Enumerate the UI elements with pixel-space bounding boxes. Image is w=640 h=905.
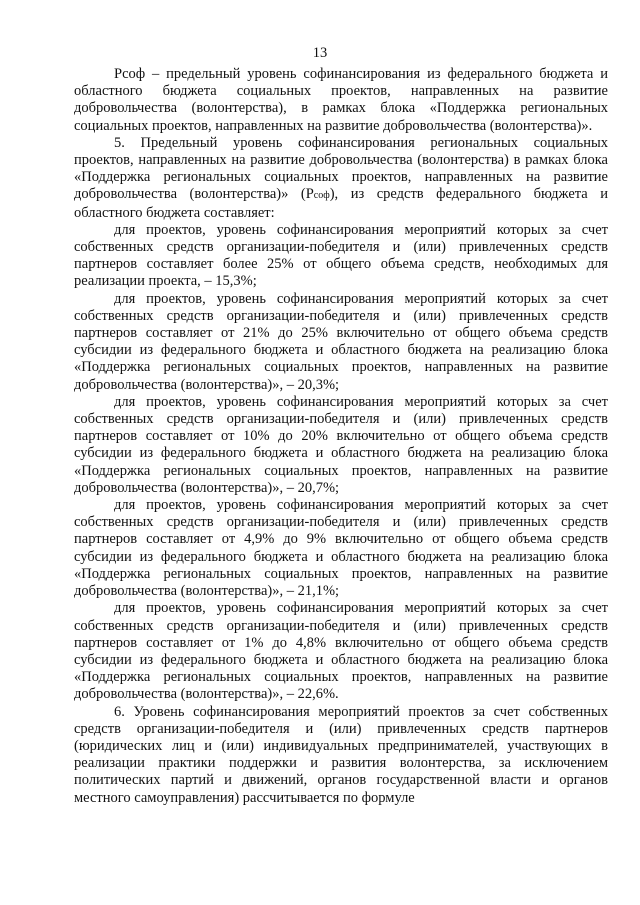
rsof-subscript: соф	[313, 190, 330, 202]
rsof-definition-text: – предельный уровень софинансирования из федерального бюджета и областного бюджета социальных проектов, направленных на развитие добровольчества (волонтерства), в рамках блока «Поддержка региональных социальных проектов, направленных на развитие добровольчества (волонтерства)».	[74, 66, 608, 134]
rsof-symbol: Рсоф	[114, 66, 146, 82]
paragraph-rate-20-7: для проектов, уровень софинансирования мероприятий которых за счет собственных средств организации-победителя и (или) привлеченных средств партнеров составляет от 10% до 20% включительно от общего объема средств субсидии из федерального бюджета и областного бюджета на реализацию блока «Поддержка региональных социальных проектов, направленных на развитие добровольчества (волонтерства)», – 20,7%;	[74, 393, 608, 496]
paragraph-rate-15-3: для проектов, уровень софинансирования мероприятий которых за счет собственных средств организации-победителя и (или) привлеченных средств партнеров составляет более 25% от общего объема средств, необходимых для реализации проекта, – 15,3%;	[74, 221, 608, 290]
paragraph-rate-20-3: для проектов, уровень софинансирования мероприятий которых за счет собственных средств организации-победителя и (или) привлеченных средств партнеров составляет от 21% до 25% включительно от общего объема средств субсидии из федерального бюджета и областного бюджета на реализацию блока «Поддержка региональных социальных проектов, направленных на развитие добровольчества (волонтерства)», – 20,3%;	[74, 290, 608, 393]
item-5-text-end: ), из средств федерального бюджета и областного бюджета составляет:	[74, 186, 608, 221]
paragraph-rate-21-1: для проектов, уровень софинансирования мероприятий которых за счет собственных средств организации-победителя и (или) привлеченных средств партнеров составляет от 4,9% до 9% включительно от общего объема средств субсидии из федерального бюджета и областного бюджета на реализацию блока «Поддержка региональных социальных проектов, направленных на развитие добровольчества (волонтерства)», – 21,1%;	[74, 497, 608, 600]
paragraph-item-6: 6. Уровень софинансирования мероприятий проектов за счет собственных средств организации-победителя и (или) привлеченных средств партнеров (юридических лиц и (или) индивидуальных предпринимателей, участвующих в реализации практики поддержки и развития волонтерства, за исключением политических партий и движений, органов государственной власти и органов местного самоуправления) рассчитывается по формуле	[74, 703, 608, 806]
paragraph-rate-22-6: для проектов, уровень софинансирования мероприятий которых за счет собственных средств организации-победителя и (или) привлеченных средств партнеров составляет от 1% до 4,8% включительно от общего объема средств субсидии из федерального бюджета и областного бюджета на реализацию блока «Поддержка региональных социальных проектов, направленных на развитие добровольчества (волонтерства)», – 22,6%.	[74, 600, 608, 703]
paragraph-rsof-definition	[74, 66, 608, 135]
page-number: 13	[312, 45, 328, 61]
document-body	[74, 66, 608, 807]
item-5-text-start: 5. Предельный уровень софинансирования региональных социальных проектов, направленных на развитие добровольчества (волонтерства) в рамках блока «Поддержка региональных социальных проектов, направленных на развитие добровольчества (волонтерства)» (Р	[74, 134, 608, 203]
paragraph-item-5	[74, 135, 608, 222]
